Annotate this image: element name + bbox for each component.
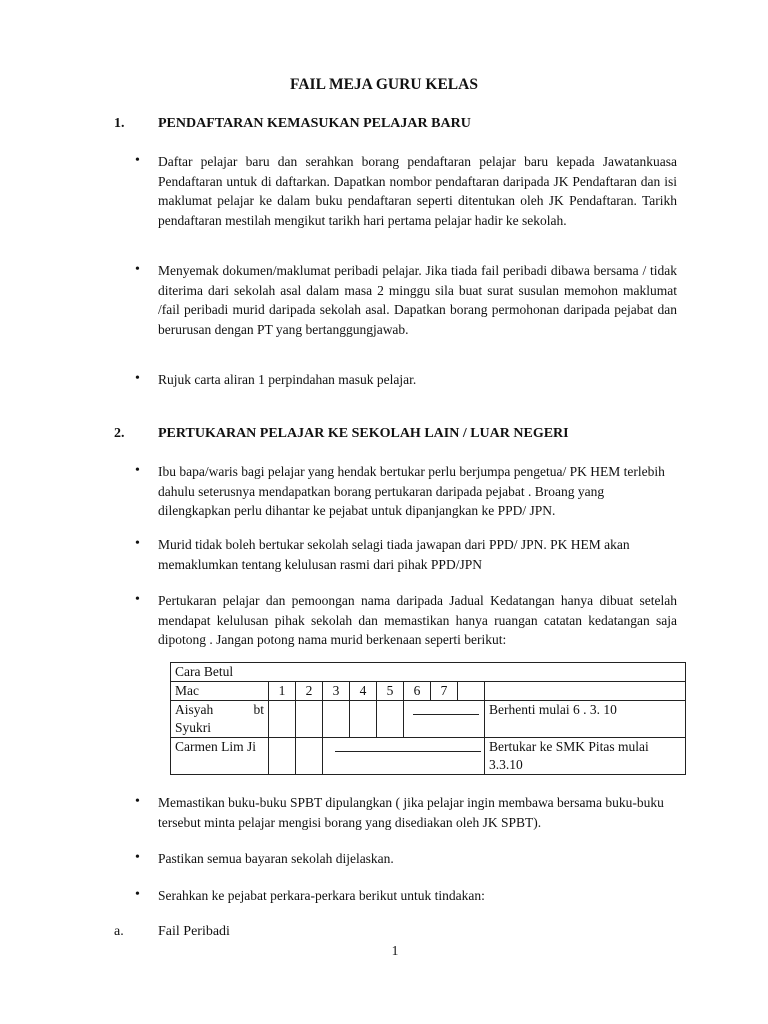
section-2-bullet-5: Pastikan semua bayaran sekolah dijelaskan.	[158, 851, 394, 866]
bullet-icon: •	[135, 850, 140, 865]
sub-item-label: a.	[114, 924, 124, 939]
bullet-icon: •	[135, 153, 140, 168]
day-cell: 5	[377, 682, 404, 701]
day-cell: 7	[431, 682, 458, 701]
empty-cell	[269, 738, 296, 775]
empty-cell	[296, 738, 323, 775]
bullet-icon: •	[135, 262, 140, 277]
section-1-bullet-2: Menyemak dokumen/maklumat peribadi pelajar. Jika tiada fail peribadi dibawa bersama / tidak diterima dari sekolah asal dalam masa 2 minggu sila buat surat susulan memohon maklumat /fail peribadi murid daripada sekolah asal. Dapatkan borang permohonan daripada pejabat dan berurusan dengan PT yang bertanggungjawab.	[158, 263, 677, 337]
empty-cell	[269, 701, 296, 738]
student-name: Aisyah bt Syukri	[171, 701, 269, 738]
student-name: Carmen Lim Ji	[171, 738, 269, 775]
day-cell: 1	[269, 682, 296, 701]
day-cell: 3	[323, 682, 350, 701]
day-cell: 6	[404, 682, 431, 701]
table-caption: Cara Betul	[171, 663, 686, 682]
section-2-heading: PERTUKARAN PELAJAR KE SEKOLAH LAIN / LUAR NEGERI	[158, 426, 569, 441]
strike-cell	[404, 701, 485, 738]
section-2-bullet-6: Serahkan ke pejabat perkara-perkara berikut untuk tindakan:	[158, 888, 485, 903]
bullet-icon: •	[135, 371, 140, 386]
empty-cell	[323, 701, 350, 738]
table-caption-row	[171, 663, 686, 682]
section-1-heading: PENDAFTARAN KEMASUKAN PELAJAR BARU	[158, 116, 471, 131]
day-cell: 2	[296, 682, 323, 701]
bullet-icon: •	[135, 887, 140, 902]
empty-cell	[458, 682, 485, 701]
page-number: 1	[391, 943, 399, 958]
empty-cell	[485, 682, 686, 701]
section-2-number: 2.	[114, 426, 125, 441]
section-2-bullet-2: Murid tidak boleh bertukar sekolah selagi tiada jawapan dari PPD/ JPN. PK HEM akan memaklumkan tentang kelulusan rasmi dari pihak PPD/JPN	[158, 537, 630, 572]
table-row	[171, 701, 686, 738]
empty-cell	[377, 701, 404, 738]
status-note: Berhenti mulai 6 . 3. 10	[485, 701, 686, 738]
empty-cell	[350, 701, 377, 738]
bullet-icon: •	[135, 794, 140, 809]
sub-item-text: Fail Peribadi	[158, 924, 230, 939]
status-note: Bertukar ke SMK Pitas mulai 3.3.10	[485, 738, 686, 775]
strike-line	[413, 701, 479, 715]
bullet-icon: •	[135, 536, 140, 551]
table-header-row	[171, 682, 686, 701]
bullet-icon: •	[135, 463, 140, 478]
day-cell: 4	[350, 682, 377, 701]
document-title: FAIL MEJA GURU KELAS	[290, 76, 478, 93]
section-2-bullet-4: Memastikan buku-buku SPBT dipulangkan ( jika pelajar ingin membawa bersama buku-buku tersebut minta pelajar mengisi borang yang disediakan oleh JK SPBT).	[158, 795, 664, 830]
bullet-icon: •	[135, 592, 140, 607]
section-1-bullet-1: Daftar pelajar baru dan serahkan borang pendaftaran pelajar baru kepada Jawatankuasa Pendaftaran untuk di daftarkan. Dapatkan nombor pendaftaran daripada JK Pendaftaran dan isi maklumat pelajar ke dalam buku pendaftaran seperti ditentukan oleh JK Pendaftaran. Tarikh pendaftaran mestilah mengikut tarikh hari pertama pelajar hadir ke sekolah.	[158, 154, 677, 228]
empty-cell	[296, 701, 323, 738]
table-row	[171, 738, 686, 775]
section-2-bullet-3: Pertukaran pelajar dan pemoongan nama daripada Jadual Kedatangan hanya dibuat setelah mendapat kelulusan pihak sekolah dan memastikan hanya ruangan catatan kedatangan saja dipotong . Jangan potong nama murid berkenaan seperti berikut:	[158, 593, 677, 648]
month-cell: Mac	[171, 682, 269, 701]
strike-cell	[323, 738, 485, 775]
strike-line	[335, 738, 481, 752]
section-2-bullet-1: Ibu bapa/waris bagi pelajar yang hendak bertukar perlu berjumpa pengetua/ PK HEM terlebih dahulu seterusnya mendapatkan borang pertukaran daripada pejabat . Broang yang dilengkapkan perlu dihantar ke pejabat untuk dipanjangkan ke PPD/ JPN.	[158, 464, 665, 519]
section-1-bullet-3: Rujuk carta aliran 1 perpindahan masuk pelajar.	[158, 372, 417, 387]
attendance-example-table	[170, 662, 686, 775]
section-1-number: 1.	[114, 116, 125, 131]
